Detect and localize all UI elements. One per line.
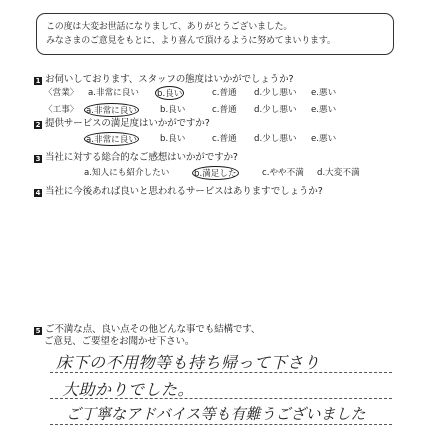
q2-option-c[interactable]: c.普通	[212, 134, 237, 144]
q1-sales-row	[44, 86, 384, 98]
q4-answer-area[interactable]	[36, 253, 401, 311]
intro-box	[36, 13, 394, 55]
handwritten-answer-3: ご丁寧なアドバイス等も有難うございました	[66, 405, 366, 423]
handwritten-answer-2: 大助かりでした。	[62, 380, 195, 399]
q1-sales-option-b-selected[interactable]: b.良い	[155, 86, 184, 100]
intro-line-2: みなさまのご意見をもとに、より喜んで頂けるように努めてまいります。	[46, 36, 336, 46]
question-2-text: 提供サービスの満足度はいかがですか?	[45, 118, 210, 129]
q3-option-d[interactable]: d.大変不満	[317, 168, 360, 178]
q3-option-a[interactable]: a.知人にも紹介したい	[84, 168, 170, 178]
question-number-5: 5	[35, 327, 41, 335]
question-5-line-2: ご意見、ご要望をお聞かせ下さい。	[44, 336, 195, 347]
question-3-text: 当社に対する総合的なご感想はいかがですか?	[45, 152, 238, 163]
q1-construction-label: 〈工事〉	[44, 105, 79, 115]
q2-option-a-selected[interactable]: a.非常に良い	[84, 132, 139, 146]
q1-construction-option-d[interactable]: d.少し悪い	[254, 105, 297, 115]
question-3	[34, 149, 238, 163]
answer-line-1	[50, 372, 392, 373]
answer-line-3	[50, 424, 392, 425]
q2-option-e[interactable]: e.悪い	[311, 134, 337, 144]
q3-option-c[interactable]: c.やや不満	[262, 168, 304, 178]
q1-construction-row	[44, 103, 384, 115]
question-1	[34, 71, 293, 85]
question-number-4: 4	[35, 189, 41, 197]
q2-option-b[interactable]: b.良い	[160, 134, 186, 144]
question-1-text: お伺いしております、スタッフの態度はいかがでしょうか?	[45, 74, 294, 85]
question-number-2: 2	[35, 121, 41, 129]
q1-sales-option-d[interactable]: d.少し悪い	[254, 88, 297, 98]
q1-sales-option-e[interactable]: e.悪い	[311, 88, 337, 98]
q1-sales-label: 〈営業〉	[44, 88, 79, 98]
intro-line-1: この度は大変お世話になりまして、ありがとうございました。	[46, 22, 293, 32]
question-2	[34, 115, 210, 129]
q1-construction-option-b[interactable]: b.良い	[160, 105, 186, 115]
q1-sales-option-c[interactable]: c.普通	[212, 88, 237, 98]
question-number-3: 3	[35, 155, 41, 163]
q1-construction-option-c[interactable]: c.普通	[212, 105, 237, 115]
q3-options-row	[84, 166, 384, 178]
question-number-1: 1	[35, 77, 41, 85]
q1-sales-option-a[interactable]: a.非常に良い	[88, 88, 139, 98]
question-5	[34, 324, 260, 348]
q1-construction-option-e[interactable]: e.悪い	[311, 105, 337, 115]
q1-construction-option-a-selected[interactable]: a.非常に良い	[84, 103, 139, 117]
answer-line-2	[50, 398, 392, 399]
handwritten-answer-1: 床下の不用物等も持ち帰って下さり	[56, 353, 321, 372]
q2-options-row	[84, 132, 384, 144]
question-4	[34, 183, 323, 197]
question-4-text: 当社に今後あれば良いと思われるサービスはありますでしょうか?	[45, 186, 323, 197]
q3-option-b-selected[interactable]: b.満足した	[192, 166, 239, 180]
q2-option-d[interactable]: d.少し悪い	[254, 134, 297, 144]
question-5-line-1: ご不満な点、良い点その他どんな事でも結構です、	[45, 324, 261, 335]
